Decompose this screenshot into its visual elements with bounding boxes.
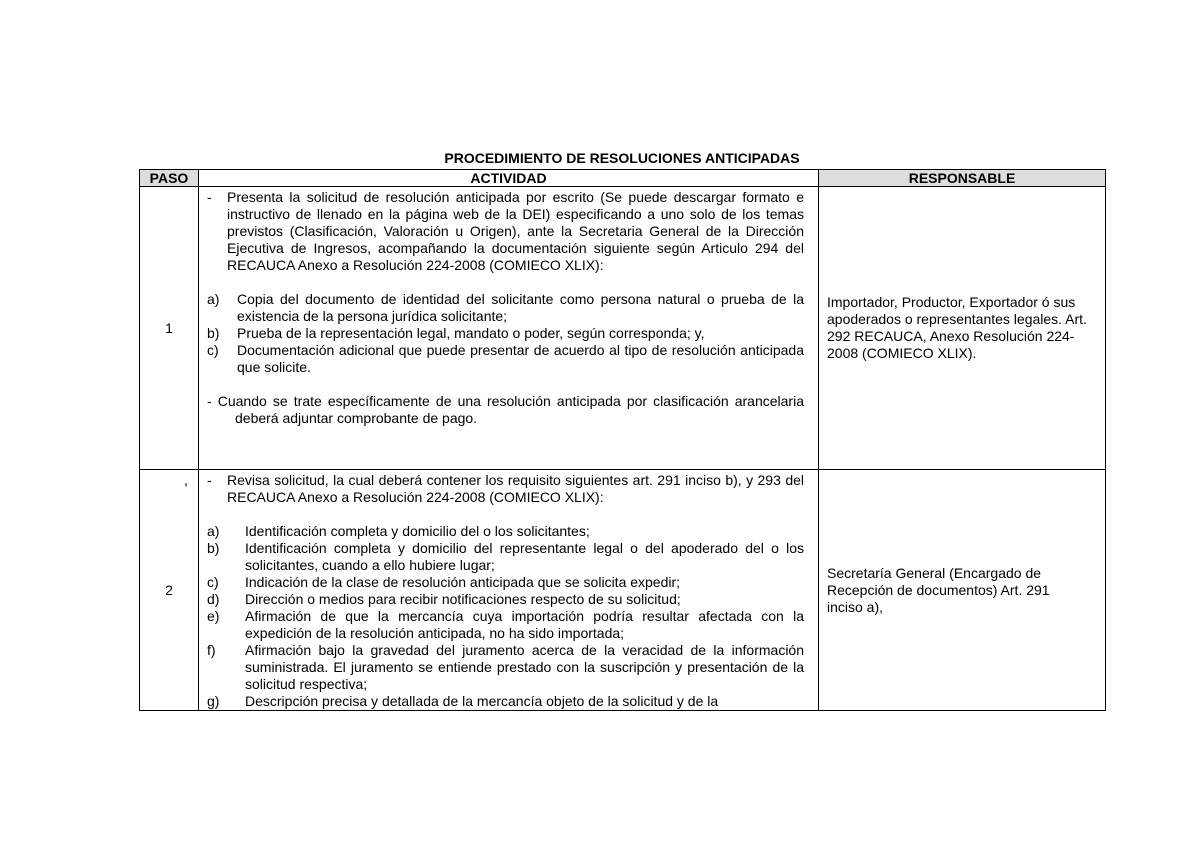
dash-marker: - <box>207 189 212 205</box>
list-item-label: c) <box>207 574 219 590</box>
list-item <box>207 325 804 342</box>
paso-number: 1 <box>140 187 199 470</box>
header-paso: PASO <box>140 170 199 187</box>
activity-cell <box>199 470 819 711</box>
list-item <box>207 608 804 642</box>
list-item-text: Identificación completa y domicilio del representante legal o del apoderado del o los solicitantes, cuando a ello hubiere lugar; <box>245 540 804 573</box>
table-header-row <box>140 170 1106 187</box>
list-item-text: Dirección o medios para recibir notificaciones respecto de su solicitud; <box>245 591 681 607</box>
list-item-text: Descripción precisa y detallada de la mercancía objeto de la solicitud y de la <box>245 693 719 709</box>
responsable-cell: Importador, Productor, Exportador ó sus apoderados o representantes legales. Art. 292 RECAUCA, Anexo Resolución 224-2008 (COMIECO XLIX). <box>819 187 1106 470</box>
list-item-text: Afirmación bajo la gravedad del juramento acerca de la veracidad de la información suministrada. El juramento se entiende prestado con la suscripción y presentación de la solicitud respectiva; <box>245 642 804 692</box>
stray-mark: , <box>184 472 188 488</box>
list-item-label: d) <box>207 591 220 607</box>
list-item-text: Indicación de la clase de resolución anticipada que se solicita expedir; <box>245 574 681 590</box>
list-item-label: g) <box>207 693 220 709</box>
list-item <box>207 642 804 693</box>
list-item-text: Copia del documento de identidad del solicitante como persona natural o prueba de la existencia de la persona jurídica solicitante; <box>237 291 804 324</box>
procedure-table <box>139 169 1106 711</box>
list-item <box>207 342 804 376</box>
table-row <box>140 470 1106 711</box>
activity-note: - Cuando se trate específicamente de una resolución anticipada por clasificación arancelaria deberá adjuntar comprobante de pago. <box>207 393 804 426</box>
list-item-text: Identificación completa y domicilio del o los solicitantes; <box>245 523 590 539</box>
list-item-label: c) <box>207 342 219 358</box>
list-item-text: Afirmación de que la mercancía cuya importación podría resultar afectada con la expedición de la resolución anticipada, no ha sido importada; <box>245 608 804 641</box>
list-item-label: f) <box>207 642 216 658</box>
list-item-label: a) <box>207 523 220 539</box>
dash-marker: - <box>207 472 212 488</box>
paso-number: 2 <box>165 581 173 598</box>
list-item-label: e) <box>207 608 220 624</box>
header-actividad: ACTIVIDAD <box>199 170 819 187</box>
activity-intro-text: Revisa solicitud, la cual deberá contener los requisito siguientes art. 291 inciso b), y 293 del RECAUCA Anexo a Resolución 224-2008 (COMIECO XLIX): <box>227 472 804 505</box>
activity-cell <box>199 187 819 470</box>
list-item <box>207 591 804 608</box>
header-responsable: RESPONSABLE <box>819 170 1106 187</box>
responsable-cell: Secretaría General (Encargado de Recepción de documentos) Art. 291 inciso a), <box>819 470 1106 711</box>
list-item-text: Prueba de la representación legal, mandato o poder, según corresponda; y, <box>237 325 705 341</box>
list-item-label: b) <box>207 325 220 341</box>
list-item <box>207 540 804 574</box>
list-item <box>207 291 804 325</box>
list-item <box>207 693 804 710</box>
table-row <box>140 187 1106 470</box>
list-item <box>207 523 804 540</box>
activity-intro-text: Presenta la solicitud de resolución anticipada por escrito (Se puede descargar formato e instructivo de llenado en la página web de la DEI) especificando a uno solo de los temas previstos (Clasificación, Valoración u Origen), ante la Secretaria General de la Dirección Ejecutiva de Ingresos, acompañando la documentación siguiente según Articulo 294 del RECAUCA Anexo a Resolución 224-2008 (COMIECO XLIX): <box>227 189 804 273</box>
document-title: PROCEDIMIENTO DE RESOLUCIONES ANTICIPADAS <box>444 150 800 166</box>
list-item-text: Documentación adicional que puede presentar de acuerdo al tipo de resolución anticipada que solicite. <box>237 342 804 375</box>
paso-cell <box>140 470 199 711</box>
list-item <box>207 574 804 591</box>
activity-intro <box>207 472 804 506</box>
list-item-label: b) <box>207 540 220 556</box>
activity-intro <box>207 189 804 274</box>
list-item-label: a) <box>207 291 220 307</box>
